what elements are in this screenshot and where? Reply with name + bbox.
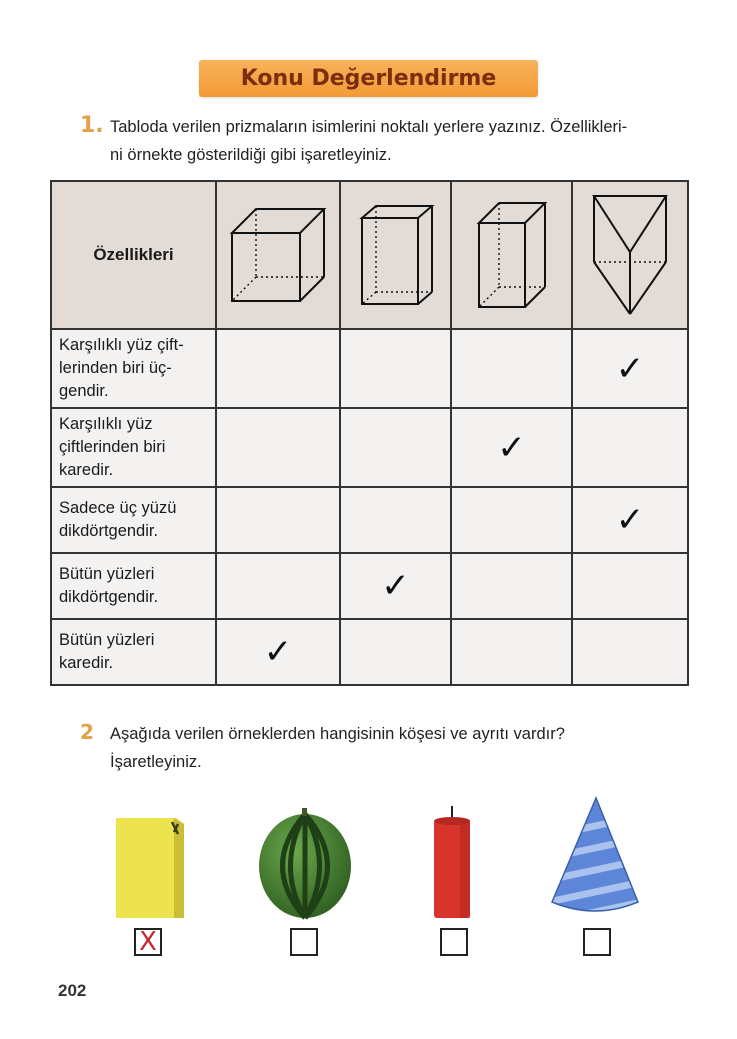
mark-cell[interactable] xyxy=(340,408,451,487)
mark-cell[interactable] xyxy=(572,329,688,408)
mark-cell[interactable] xyxy=(572,408,688,487)
question-2-text xyxy=(110,720,710,776)
question-2-number: 2 xyxy=(80,720,94,744)
header-cell-rectangular-prism xyxy=(451,181,572,329)
mark-cell[interactable] xyxy=(340,329,451,408)
checkmark-icon: ✓ xyxy=(263,632,293,672)
prism-properties-table xyxy=(50,180,689,686)
question-2-line-2: İşaretleyiniz. xyxy=(110,753,202,771)
header-cell-triangular-prism xyxy=(572,181,688,329)
section-title-text: Konu Değerlendirme xyxy=(240,66,497,91)
table-header-row xyxy=(51,181,688,329)
answer-checkbox-watermelon[interactable] xyxy=(290,928,318,956)
watermelon-icon xyxy=(256,806,354,920)
party-hat-icon xyxy=(548,798,642,916)
question-1-number: 1. xyxy=(80,113,104,138)
section-title xyxy=(199,60,538,97)
mark-cell[interactable] xyxy=(451,408,572,487)
mark-cell[interactable] xyxy=(216,619,340,685)
mark-cell[interactable] xyxy=(340,619,451,685)
property-cell xyxy=(51,487,216,553)
property-text: çiftlerinden biri xyxy=(59,438,166,456)
page-number: 202 xyxy=(58,981,87,1000)
cube-icon xyxy=(228,205,328,305)
mark-cell[interactable] xyxy=(340,553,451,619)
rectangular-prism-icon xyxy=(475,199,549,311)
header-label: Özellikleri xyxy=(93,245,174,264)
checkmark-icon: ✓ xyxy=(615,348,645,389)
question-1-line-1: Tabloda verilen prizmaların isimlerini noktalı yerlere yazınız. Özellikleri- xyxy=(110,118,628,136)
property-text: Karşılıklı yüz xyxy=(59,415,153,433)
question-1-line-2: ni örnekte gösterildiği gibi işaretleyiniz. xyxy=(110,146,392,164)
juice-box-icon xyxy=(108,814,192,920)
property-text: karedir. xyxy=(59,654,114,672)
property-text: Bütün yüzleri xyxy=(59,631,155,649)
property-text: dikdörtgendir. xyxy=(59,522,159,540)
property-text: karedir. xyxy=(59,461,114,479)
mark-cell[interactable] xyxy=(216,553,340,619)
answer-checkbox-juice-box[interactable]: X xyxy=(134,928,162,956)
property-cell xyxy=(51,408,216,487)
property-text: dikdörtgendir. xyxy=(59,588,159,606)
mark-cell[interactable] xyxy=(451,619,572,685)
mark-cell[interactable] xyxy=(572,553,688,619)
mark-cell[interactable] xyxy=(340,487,451,553)
square-prism-icon xyxy=(356,200,436,310)
mark-cell[interactable] xyxy=(216,408,340,487)
mark-cell[interactable] xyxy=(451,329,572,408)
mark-cell[interactable] xyxy=(451,487,572,553)
mark-cell[interactable] xyxy=(216,329,340,408)
answer-checkbox-party-hat[interactable] xyxy=(583,928,611,956)
property-cell xyxy=(51,329,216,408)
table-row xyxy=(51,619,688,685)
checkmark-icon: ✓ xyxy=(381,566,410,606)
property-text: Sadece üç yüzü xyxy=(59,499,177,517)
answer-checkbox-firecracker[interactable] xyxy=(440,928,468,956)
mark-cell[interactable] xyxy=(451,553,572,619)
mark-cell[interactable] xyxy=(216,487,340,553)
header-cell-square-prism xyxy=(340,181,451,329)
property-text: Bütün yüzleri xyxy=(59,565,155,583)
property-text: gendir. xyxy=(59,382,109,400)
property-text: Karşılıklı yüz çift- xyxy=(59,336,184,354)
question-1-text xyxy=(110,113,710,169)
triangular-prism-icon xyxy=(590,192,670,318)
header-cell-properties xyxy=(51,181,216,329)
property-cell xyxy=(51,619,216,685)
table-row xyxy=(51,329,688,408)
checkmark-icon: ✓ xyxy=(615,500,645,540)
firecracker-icon xyxy=(428,806,476,920)
header-cell-cube xyxy=(216,181,340,329)
mark-cell[interactable] xyxy=(572,487,688,553)
table-row xyxy=(51,408,688,487)
property-text: lerinden biri üç- xyxy=(59,359,172,377)
checkmark-icon: ✓ xyxy=(497,427,526,468)
property-cell xyxy=(51,553,216,619)
mark-cell[interactable] xyxy=(572,619,688,685)
table-row xyxy=(51,487,688,553)
table-row xyxy=(51,553,688,619)
question-2-line-1: Aşağıda verilen örneklerden hangisinin köşesi ve ayrıtı vardır? xyxy=(110,725,565,743)
